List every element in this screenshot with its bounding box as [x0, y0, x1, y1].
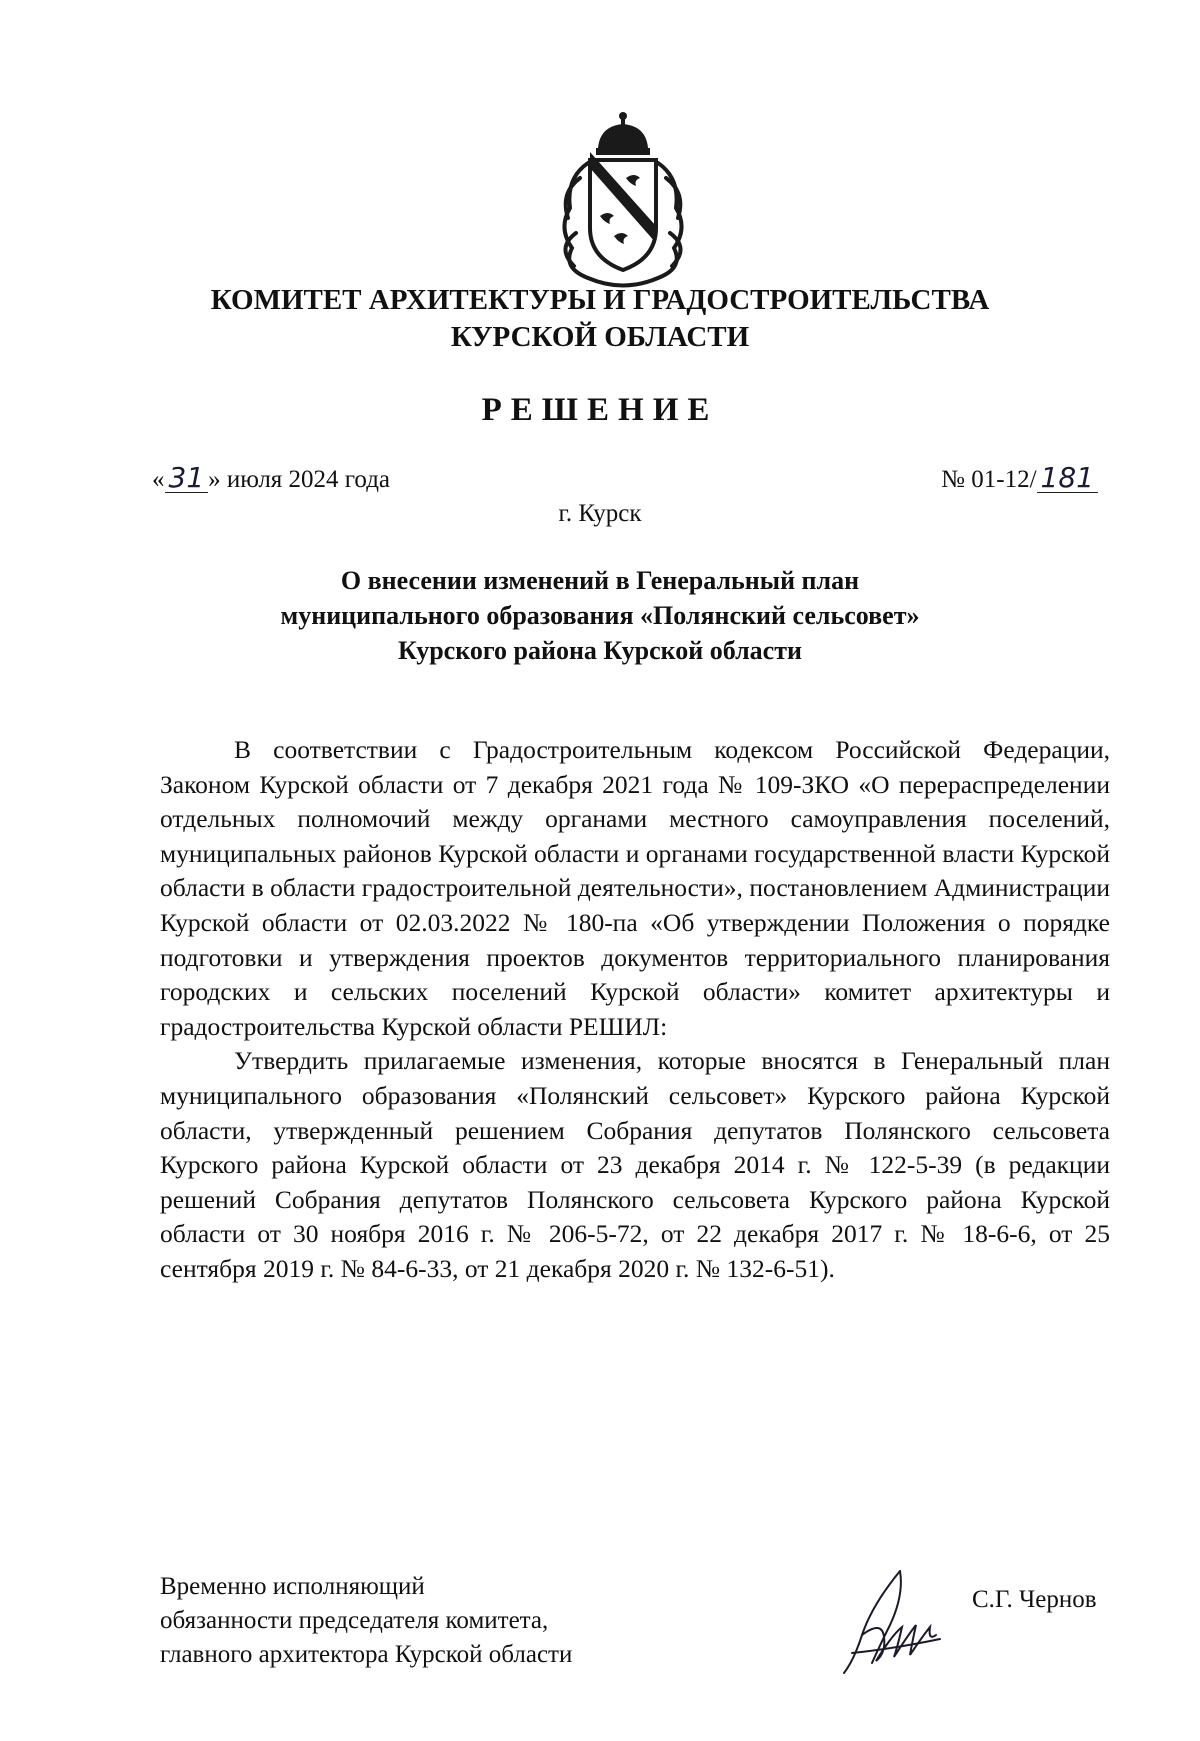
document-number-handwritten: 181 — [1037, 464, 1098, 493]
signer-name: С.Г. Чернов — [972, 1586, 1097, 1613]
subject-line1: О внесении изменений в Генеральный план — [340, 566, 860, 595]
date-close-quote: » — [208, 466, 221, 493]
body-paragraph-2: Утвердить прилагаемые изменения, которые вносятся в Генеральный план муниципального образования «Полянский сельсовет» Курского района Курской области, утвержденный решением Собрания депутатов Полянского сельсовета Курского района Курской области от 23 декабря 2014 г. № 122-5-39 (в редакции решений Собрания депутатов Полянского сельсовета Курского района Курской области от 30 ноября 2016 г. № 206-5-72, от 22 декабря 2017 г. № 18-6-6, от 25 сентября 2019 г. № 84-6-33, от 21 декабря 2020 г. № 132-6-51). — [160, 1046, 1110, 1283]
signer-position-line3: главного архитектора Курской области — [160, 1641, 573, 1668]
signer-position-line2: обязанности председателя комитета, — [160, 1607, 549, 1634]
organization-title-line1: КОМИТЕТ АРХИТЕКТУРЫ И ГРАДОСТРОИТЕЛЬСТВА — [210, 284, 990, 316]
document-subject — [0, 563, 1200, 668]
date-day-handwritten: 31 — [165, 464, 209, 493]
signature-icon — [832, 1565, 952, 1680]
signer-position-line1: Временно исполняющий — [160, 1573, 425, 1600]
subject-line3: Курского района Курской области — [398, 636, 802, 665]
document-number-prefix: № 01-12/ — [941, 466, 1037, 493]
signer-position — [160, 1570, 572, 1672]
organization-title-line2: КУРСКОЙ ОБЛАСТИ — [450, 321, 750, 353]
coat-of-arms-icon — [548, 108, 698, 290]
document-number — [941, 461, 1098, 494]
subject-line2: муниципального образования «Полянский сельсовет» — [280, 601, 920, 630]
date-month-year: июля 2024 года — [226, 466, 391, 493]
body-paragraph-1: В соответствии с Градостроительным кодексом Российской Федерации, Законом Курской области от 7 декабря 2021 года № 109-ЗКО «О перераспределении отдельных полномочий между органами местного самоуправления поселений, муниципальных районов Курской области и органами государственной власти Курской области в области градостроительной деятельности», постановлением Администрации Курской области от 02.03.2022 № 180-па «Об утверждении Положения о порядке подготовки и утверждения проектов документов территориального планирования городских и сельских поселений Курской области» комитет архитектуры и градостроительства Курской области РЕШИЛ: — [160, 735, 1110, 1041]
organization-title — [0, 282, 1200, 356]
date-open-quote: « — [152, 466, 165, 493]
document-date — [152, 461, 391, 494]
document-type-heading: РЕШЕНИЕ — [481, 392, 719, 428]
document-body — [160, 733, 1110, 1287]
document-city: г. Курск — [558, 500, 642, 527]
